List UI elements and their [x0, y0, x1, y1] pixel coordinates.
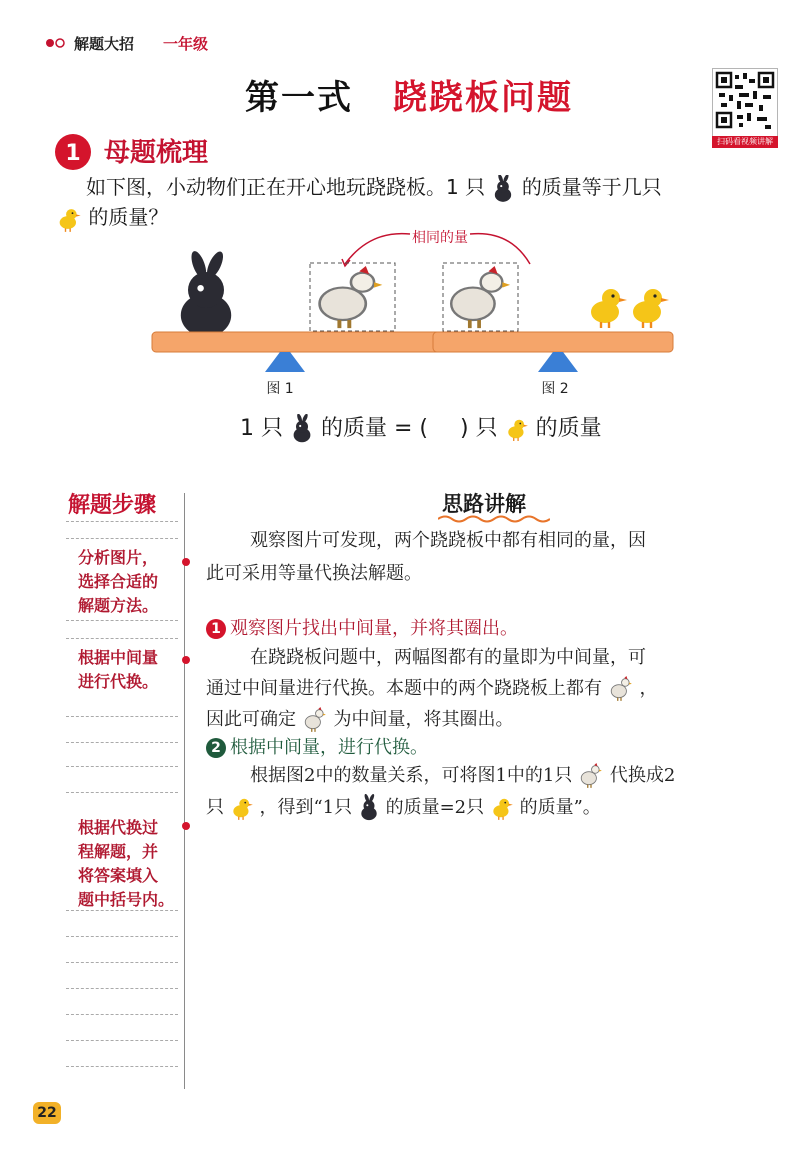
seesaw-figure	[130, 226, 690, 401]
hen-icon	[608, 676, 634, 702]
same-amount-label: 相同的量	[412, 230, 468, 246]
step-3: 根据代换过 程解题，并 将答案填入 题中括号内。	[78, 818, 175, 909]
seesaw-2	[433, 263, 673, 397]
header-dots-icon	[45, 38, 67, 48]
thinking-header: 思路讲解	[442, 492, 526, 516]
lesson-title: 跷跷板问题	[393, 78, 573, 118]
rabbit-icon	[290, 414, 314, 444]
para-1-line-1: 观察图片可发现，两个跷跷板中都有相同的量，因	[250, 530, 646, 551]
step-marker	[182, 656, 190, 664]
seesaw-1	[152, 249, 442, 397]
wavy-underline	[438, 514, 550, 524]
figure-1-label: 图 1	[266, 381, 294, 397]
rabbit-icon	[358, 794, 380, 822]
grade-label: 一年级	[163, 35, 209, 53]
para-2-line-2: 通过中间量进行代换。本题中的两个跷跷板上都有 ，	[206, 673, 657, 705]
step-marker	[182, 558, 190, 566]
plank-1	[152, 332, 442, 352]
lesson-number: 第一式	[245, 78, 353, 118]
section-title: 母题梳理	[104, 138, 209, 168]
para-2-line-3: 因此可确定 为中间量，将其圈出。	[206, 704, 513, 736]
section-number-badge	[52, 130, 94, 172]
para-3-line-1: 根据图2中的数量关系，可将图1中的1只 代换成2	[250, 760, 675, 792]
chick-icon	[230, 795, 254, 821]
sub-step-1: 1 观察图片找出中间量，并将其圈出。	[206, 613, 518, 645]
steps-header: 解题步骤	[68, 493, 157, 518]
equation-line: 1 只 的质量 = ( ) 只 的质量	[240, 412, 602, 446]
question-line-1: 如下图，小动物们正在开心地玩跷跷板。1 只 的质量等于几只	[86, 170, 786, 204]
hen-icon	[320, 266, 383, 328]
step-2: 根据中间量 进行代换。	[78, 648, 159, 691]
chick-icon	[56, 205, 82, 233]
para-3-line-2: 只 ，得到“1只 的质量=2只 的质量”。	[206, 792, 601, 824]
hen-icon	[451, 266, 510, 328]
qr-caption: 扫码看视频讲解	[712, 136, 778, 148]
sub-step-2: 2 根据中间量，进行代换。	[206, 732, 428, 764]
sub-step-1-number: 1	[206, 619, 226, 639]
fulcrum-1	[265, 352, 305, 372]
rabbit-icon	[491, 175, 515, 203]
chick-icon	[490, 795, 514, 821]
step-1: 分析图片， 选择合适的 解题方法。	[78, 548, 159, 615]
plank-2	[433, 332, 673, 352]
hen-icon	[302, 707, 328, 733]
chick-icon	[505, 415, 529, 443]
step-marker	[182, 822, 190, 830]
fulcrum-2	[538, 352, 578, 372]
chick-icon	[591, 289, 627, 328]
sub-step-2-number: 2	[206, 738, 226, 758]
para-1-line-2: 此可采用等量代换法解题。	[206, 563, 422, 584]
chick-icon	[633, 289, 669, 328]
hen-icon	[578, 763, 604, 789]
book-title: 解题大招	[74, 35, 135, 53]
para-2-line-1: 在跷跷板问题中，两幅图都有的量即为中间量，可	[250, 647, 646, 668]
rabbit-icon	[181, 249, 231, 337]
page-number: 22	[33, 1102, 61, 1124]
question-line-2: 的质量？	[56, 200, 168, 234]
figure-2-label: 图 2	[541, 381, 569, 397]
section-number: 1	[65, 141, 81, 166]
